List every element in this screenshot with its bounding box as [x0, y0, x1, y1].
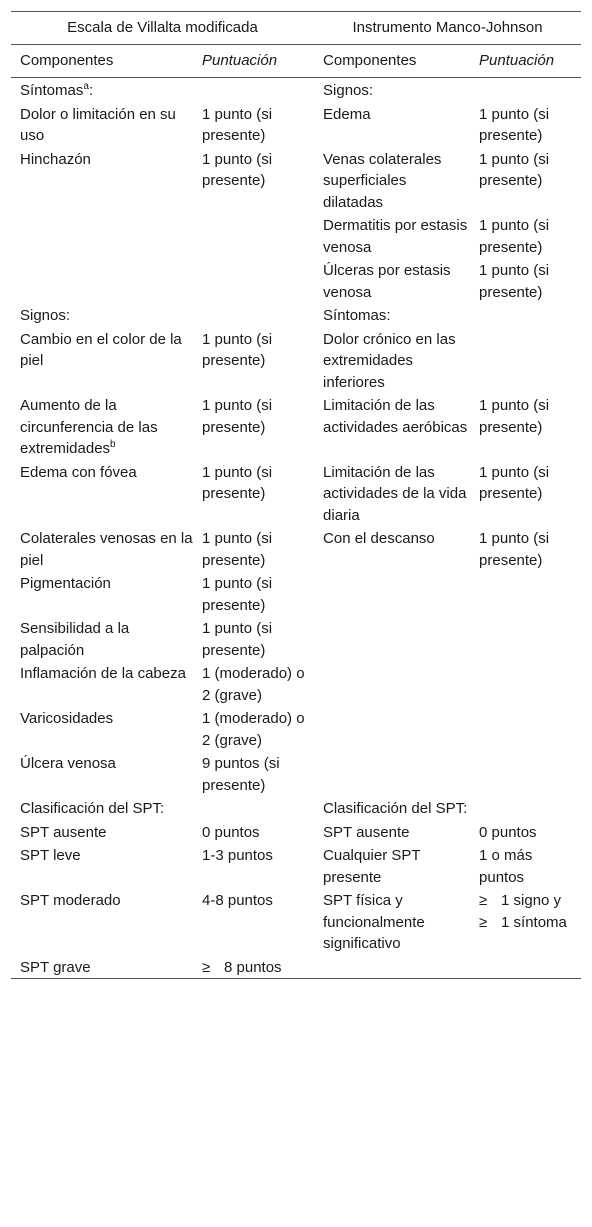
- cell-score-left: 1 punto (si presente): [202, 620, 273, 659]
- scoring-table: [11, 11, 581, 979]
- cell-score-right: [470, 303, 581, 327]
- cell-component-right: Cualquier SPT presente: [323, 847, 421, 886]
- cell-score-right: [470, 616, 581, 661]
- cell-component-right: [314, 616, 470, 661]
- cell-component-right: Edema: [323, 105, 371, 123]
- cell-component-right: SPT ausente: [323, 823, 410, 841]
- cell-score-right: 0 puntos: [479, 823, 537, 841]
- cell-component-left: SPT moderado: [20, 892, 121, 909]
- cell-score-left: 4-8 puntos: [202, 892, 273, 909]
- cell-component-left: Signos:: [20, 307, 71, 324]
- cell-score-right: [470, 955, 581, 979]
- cell-component-left: Clasificación del SPT:: [20, 800, 165, 817]
- cell-component-left: Sensibilidad a la palpación: [20, 620, 130, 659]
- cell-score-right: [470, 571, 581, 616]
- table-row: [11, 820, 581, 844]
- table-row: [11, 213, 581, 258]
- cell-score-left: 1 (moderado) o 2 (grave): [202, 710, 305, 749]
- cell-score-right: [470, 751, 581, 796]
- cell-component-left: Edema con fóvea: [20, 463, 137, 481]
- cell-score-left: 1 punto (si presente): [202, 463, 273, 502]
- cell-component-left: [11, 258, 193, 303]
- cell-component-right: SPT física y funcionalmente significativo: [323, 892, 425, 952]
- cell-score-left: [193, 796, 314, 820]
- cell-component-right: Limitación de las actividades aeróbicas: [323, 397, 468, 436]
- table-row: [11, 327, 581, 394]
- cell-component-left: Inflamación de la cabeza: [20, 665, 186, 682]
- cell-component-left: [11, 213, 193, 258]
- group-header-row: [11, 12, 581, 45]
- cell-component-left: Dolor o limitación en su uso: [20, 105, 176, 144]
- table-row: [11, 706, 581, 751]
- cell-score-left: 1-3 puntos: [202, 847, 273, 864]
- cell-score-left: 1 punto (si presente): [202, 575, 273, 614]
- cell-component-left: Aumento de la circunferencia de las extremidades$^b$: [20, 397, 158, 457]
- table-row: [11, 526, 581, 571]
- col-header-components-right: Componentes: [314, 45, 470, 78]
- manco-johnson-title: Instrumento Manco-Johnson: [314, 12, 581, 45]
- cell-score-left: [193, 213, 314, 258]
- cell-component-right: Síntomas:: [323, 307, 391, 324]
- cell-component-right: Venas colaterales superficiales dilatadas: [323, 150, 442, 211]
- cell-component-right: [314, 571, 470, 616]
- cell-score-right: [470, 796, 581, 820]
- table-row: [11, 888, 581, 955]
- table-row: [11, 78, 581, 102]
- cell-score-right: 1 punto (si presente): [479, 105, 550, 144]
- cell-component-left: Síntomas$^a$:: [20, 81, 94, 99]
- cell-score-left: 1 punto (si presente): [202, 397, 273, 436]
- cell-component-left: Pigmentación: [20, 575, 111, 592]
- cell-score-right: 1 o más puntos: [479, 847, 533, 886]
- cell-score-left: 9 puntos (si presente): [202, 755, 280, 794]
- cell-component-right: Con el descanso: [323, 530, 435, 547]
- cell-component-left: Cambio en el color de la piel: [20, 330, 182, 369]
- cell-score-left: 1 punto (si presente): [202, 150, 273, 189]
- table-row: [11, 258, 581, 303]
- cell-score-left: 1 (moderado) o 2 (grave): [202, 665, 305, 704]
- cell-score-right: ≥ 1 signo y ≥ 1 síntoma: [479, 892, 567, 931]
- cell-score-right: 1 punto (si presente): [479, 397, 550, 436]
- cell-component-left: Úlcera venosa: [20, 755, 116, 772]
- table-row: [11, 616, 581, 661]
- cell-component-left: Varicosidades: [20, 710, 114, 727]
- cell-score-right: 1 punto (si presente): [479, 530, 550, 569]
- cell-score-left: 1 punto (si presente): [202, 105, 273, 144]
- cell-score-right: [470, 78, 581, 102]
- cell-score-right: [470, 706, 581, 751]
- table-row: [11, 843, 581, 888]
- column-header-row: [11, 45, 581, 78]
- cell-score-left: 1 punto (si presente): [202, 530, 273, 569]
- cell-score-left: 0 puntos: [202, 823, 260, 841]
- col-header-score-right: Puntuación: [470, 45, 581, 78]
- footnote-marker: b: [110, 439, 116, 450]
- cell-score-right: [470, 661, 581, 706]
- cell-component-left: SPT ausente: [20, 823, 107, 841]
- cell-component-right: [314, 661, 470, 706]
- table-row: [11, 102, 581, 147]
- cell-component-right: Dermatitis por estasis venosa: [323, 217, 468, 256]
- cell-component-right: [314, 706, 470, 751]
- cell-component-right: Úlceras por estasis venosa: [323, 262, 451, 301]
- table-row: [11, 393, 581, 460]
- table-row: [11, 303, 581, 327]
- cell-component-right: Clasificación del SPT:: [323, 800, 468, 817]
- table-row: [11, 571, 581, 616]
- cell-score-right: 1 punto (si presente): [479, 217, 550, 256]
- cell-component-left: SPT grave: [11, 955, 193, 979]
- cell-component-right: Signos:: [323, 82, 374, 99]
- villalta-title: Escala de Villalta modificada: [11, 12, 314, 45]
- table-row: [11, 661, 581, 706]
- cell-component-right: Dolor crónico en las extremidades inferiores: [323, 330, 456, 391]
- col-header-components-left: Componentes: [11, 45, 193, 78]
- cell-score-left: [193, 78, 314, 102]
- cell-component-left: Colaterales venosas en la piel: [20, 530, 193, 569]
- col-header-score-left: Puntuación: [193, 45, 314, 78]
- cell-score-right: 1 punto (si presente): [479, 150, 550, 189]
- cell-component-right: Limitación de las actividades de la vida diaria: [323, 463, 467, 524]
- cell-score-right: 1 punto (si presente): [479, 463, 550, 502]
- cell-score-right: 1 punto (si presente): [479, 262, 550, 301]
- cell-component-left: SPT leve: [20, 847, 81, 864]
- cell-score-left: 1 punto (si presente): [202, 330, 273, 369]
- table-row: [11, 751, 581, 796]
- cell-score-right: [470, 327, 581, 394]
- cell-score-left: [193, 258, 314, 303]
- cell-score-left: ≥ 8 puntos: [193, 955, 314, 979]
- cell-component-right: [314, 751, 470, 796]
- cell-score-left: [193, 303, 314, 327]
- footnote-marker: a: [83, 81, 89, 92]
- cell-component-left: Hinchazón: [20, 150, 91, 168]
- table-row: [11, 147, 581, 214]
- cell-component-right: [314, 955, 470, 979]
- table-row: [11, 796, 581, 820]
- table-row: [11, 460, 581, 527]
- table-row: [11, 955, 581, 979]
